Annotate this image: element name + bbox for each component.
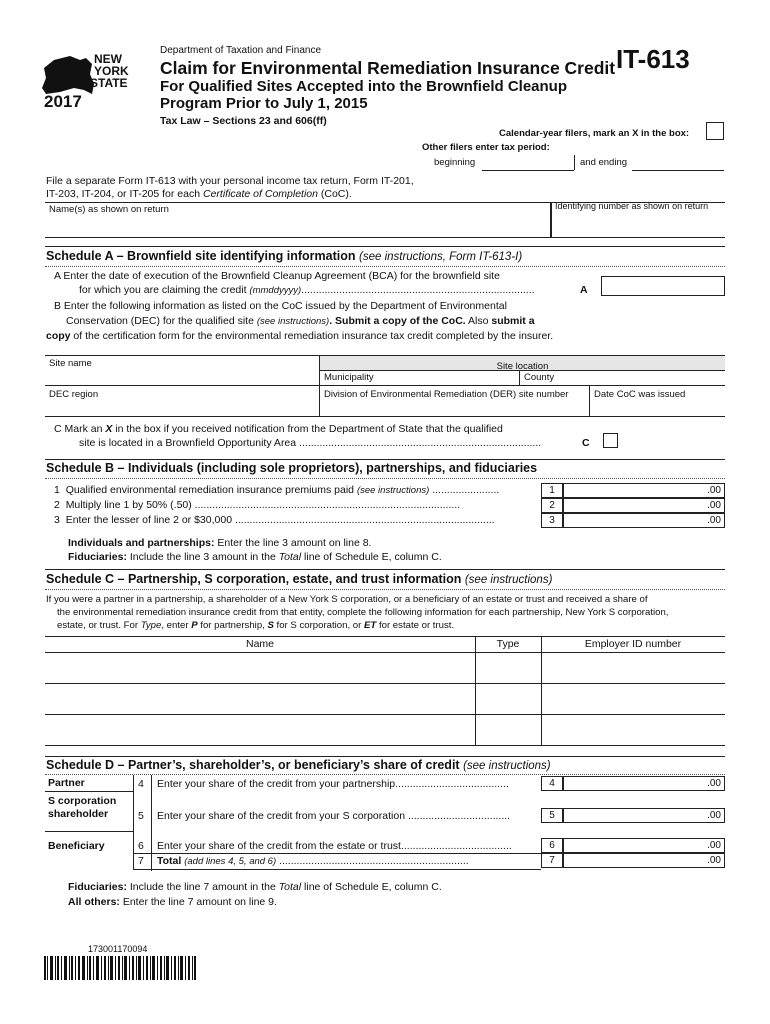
- sched-d-num-7: 7: [138, 855, 144, 867]
- sched-d-num-4: 4: [138, 778, 144, 790]
- schedule-c-title: Schedule C – Partnership, S corporation, estate, and trust information (see instructions): [46, 572, 553, 586]
- schedule-a-title: Schedule A – Brownfield site identifying information (see instructions, Form IT-613-I): [46, 249, 523, 263]
- sched-d-line-4: Enter your share of the credit from your partnership.......................................: [157, 778, 509, 790]
- schedule-d-title: Schedule D – Partner’s, shareholder’s, or beneficiary’s share of credit (see instructions): [46, 758, 551, 772]
- schedule-d-rule: [45, 756, 725, 757]
- sched-d-num-5: 5: [138, 810, 144, 822]
- sched-c-text-1: If you were a partner in a partnership, a shareholder of a New York S corporation, or a beneficiary of an estate or trust and received a share of: [46, 594, 648, 605]
- entity-table: [45, 636, 725, 746]
- sched-d-line-5: Enter your share of the credit from your S corporation ...................................: [157, 810, 511, 822]
- period-ending-field[interactable]: [632, 170, 724, 171]
- sched-b-note-2: Fiduciaries: Include the line 3 amount in the Total line of Schedule E, column C.: [68, 551, 442, 563]
- sched-d-amount-7[interactable]: .00: [563, 853, 725, 868]
- dec-region-label: DEC region: [49, 389, 99, 400]
- sched-d-bottom-rule: [133, 869, 541, 870]
- sched-b-line-1: 1 Qualified environmental remediation insurance premiums paid (see instructions) .......................: [54, 484, 500, 496]
- site-info-table: [45, 355, 725, 417]
- form-subtitle-2: Program Prior to July 1, 2015: [160, 95, 368, 112]
- date-coc-field[interactable]: [590, 386, 725, 417]
- line-b-text-2: Conservation (DEC) for the qualified site (see instructions). Submit a copy of the CoC. Also submit a: [66, 315, 535, 327]
- sched-d-num-6: 6: [138, 840, 144, 852]
- line-c-text-1: C Mark an X in the box if you received notification from the Department of State that the qualified: [54, 423, 503, 435]
- intro-line-2: IT-203, IT-204, or IT-205 for each Certificate of Completion (CoC).: [46, 188, 352, 200]
- entity-row[interactable]: [45, 684, 725, 715]
- barcode-number: 173001170094: [88, 944, 148, 954]
- county-label: County: [524, 372, 555, 383]
- form-year: 2017: [44, 92, 82, 111]
- intro-line-1: File a separate Form IT-613 with your personal income tax return, Form IT-201,: [46, 175, 414, 187]
- sched-d-line-6: Enter your share of the credit from the estate or trust......................................: [157, 840, 512, 852]
- schedule-b-dotted-rule: [45, 478, 725, 479]
- line-b-text-1: B Enter the following information as listed on the CoC issued by the Department of Environmental: [54, 300, 507, 312]
- form-title: Claim for Environmental Remediation Insurance Credit: [160, 58, 616, 78]
- form-number: IT-613: [616, 44, 690, 74]
- municipality-field[interactable]: [320, 371, 520, 386]
- line-c-marker: C: [582, 437, 590, 449]
- col-name-header: Name: [245, 638, 274, 650]
- schedule-d-dotted-rule: [45, 774, 725, 775]
- sched-b-line-3: 3 Enter the lesser of line 2 or $30,000 .........................................................................................: [54, 514, 495, 526]
- period-beginning-sep: [574, 155, 575, 170]
- identifying-number-field[interactable]: [551, 202, 725, 238]
- other-filers-label: Other filers enter tax period:: [422, 142, 550, 153]
- sched-d-line7-rule: [133, 853, 541, 854]
- sched-d-num-divider-4: [151, 775, 152, 791]
- nys-logo: [40, 52, 160, 114]
- line-a-text-2: for which you are claiming the credit (mmddyyyy)................................................................................: [79, 284, 535, 296]
- schedule-b-title: Schedule B – Individuals (including sole proprietors), partnerships, and fiduciaries: [46, 461, 538, 475]
- site-location-header: [320, 356, 725, 371]
- sched-d-note-1: Fiduciaries: Include the line 7 amount in the Total line of Schedule E, column C.: [68, 881, 442, 893]
- sched-d-box-4: 4: [541, 776, 563, 791]
- boa-checkbox[interactable]: [603, 433, 618, 448]
- scorp-label-2: shareholder: [48, 808, 109, 820]
- beneficiary-label: Beneficiary: [48, 840, 105, 852]
- line-c-text-2: site is located in a Brownfield Opportunity Area ...................................................................................: [79, 437, 542, 449]
- partner-label: Partner: [48, 777, 85, 789]
- entity-table-header: [45, 637, 725, 653]
- site-name-label: Site name: [49, 358, 92, 369]
- period-beginning-label: beginning: [434, 157, 476, 168]
- sched-d-box-7: 7: [541, 853, 563, 868]
- bca-date-field[interactable]: [601, 276, 725, 296]
- sched-d-line-7: Total (add lines 4, 5, and 6) .................................................................: [157, 855, 469, 867]
- logo-new: NEW: [94, 52, 122, 66]
- sched-d-num-divider-6: [151, 831, 152, 871]
- period-beginning-field[interactable]: [482, 170, 574, 171]
- sched-b-amount-1[interactable]: .00: [563, 483, 725, 498]
- line-a-marker: A: [580, 284, 588, 296]
- calendar-year-checkbox[interactable]: [706, 122, 724, 140]
- sched-b-box-2: 2: [541, 498, 563, 513]
- county-field[interactable]: [520, 371, 725, 386]
- entity-row[interactable]: [45, 715, 725, 746]
- period-ending-label: and ending: [580, 157, 628, 168]
- municipality-label: Municipality: [324, 372, 374, 383]
- line-b-text-3: copy of the certification form for the environmental remediation insurance tax credit completed by the insurer.: [46, 330, 554, 342]
- line-a-text-1: A Enter the date of execution of the Brownfield Cleanup Agreement (BCA) for the brownfield site: [54, 270, 500, 282]
- der-site-number-field[interactable]: [320, 386, 590, 417]
- site-name-field[interactable]: [45, 356, 320, 386]
- partner-label-rule: [45, 791, 133, 792]
- schedule-b-rule: [45, 459, 725, 460]
- logo-york: YORK: [94, 64, 129, 78]
- sched-d-num-divider-5: [151, 791, 152, 831]
- names-label: Name(s) as shown on return: [49, 204, 169, 215]
- sched-d-left-divider: [133, 775, 134, 870]
- sched-b-line-2: 2 Multiply line 1 by 50% (.50) ...........................................................................................: [54, 499, 461, 511]
- sched-d-amount-6[interactable]: .00: [563, 838, 725, 853]
- col-ein-header: Employer ID number: [584, 638, 682, 650]
- sched-c-text-2: the environmental remediation insurance credit from that entity, complete the following information for each partnership, New York S corporation,: [57, 607, 669, 618]
- col-type-header: Type: [496, 638, 520, 650]
- sched-d-note-2: All others: Enter the line 7 amount on line 9.: [68, 896, 277, 908]
- department-name: Department of Taxation and Finance: [160, 45, 322, 56]
- logo-state: STATE: [90, 76, 128, 90]
- schedule-a-dotted-rule: [45, 266, 725, 267]
- sched-c-text-3: estate, or trust. For Type, enter P for partnership, S for S corporation, or ET for estate or trust.: [57, 620, 455, 631]
- form-subtitle-1: For Qualified Sites Accepted into the Brownfield Cleanup: [160, 78, 567, 95]
- dec-region-field[interactable]: [45, 386, 320, 417]
- sched-b-box-3: 3: [541, 513, 563, 528]
- der-site-number-label: Division of Environmental Remediation (DER) site number: [324, 389, 569, 400]
- identifying-number-label: Identifying number as shown on return: [555, 201, 709, 211]
- sched-b-amount-3[interactable]: .00: [563, 513, 725, 528]
- schedule-a-rule: [45, 246, 725, 247]
- sched-d-amount-4[interactable]: .00: [563, 776, 725, 791]
- calendar-year-label: Calendar-year filers, mark an X in the box:: [499, 128, 690, 139]
- barcode-icon: [44, 956, 196, 980]
- entity-row[interactable]: [45, 653, 725, 684]
- names-field[interactable]: [45, 202, 551, 238]
- sched-d-amount-5[interactable]: .00: [563, 808, 725, 823]
- tax-law: Tax Law – Sections 23 and 606(ff): [160, 115, 327, 127]
- scorp-label-1: S corporation: [48, 795, 117, 807]
- sched-d-box-5: 5: [541, 808, 563, 823]
- sched-b-note-1: Individuals and partnerships: Enter the line 3 amount on line 8.: [68, 537, 372, 549]
- site-location-label: Site location: [496, 361, 549, 372]
- sched-b-amount-2[interactable]: .00: [563, 498, 725, 513]
- schedule-c-dotted-rule: [45, 589, 725, 590]
- date-coc-label: Date CoC was issued: [594, 389, 686, 400]
- sched-d-box-6: 6: [541, 838, 563, 853]
- sched-b-box-1: 1: [541, 483, 563, 498]
- schedule-c-rule: [45, 569, 725, 570]
- scorp-label-rule: [45, 831, 133, 832]
